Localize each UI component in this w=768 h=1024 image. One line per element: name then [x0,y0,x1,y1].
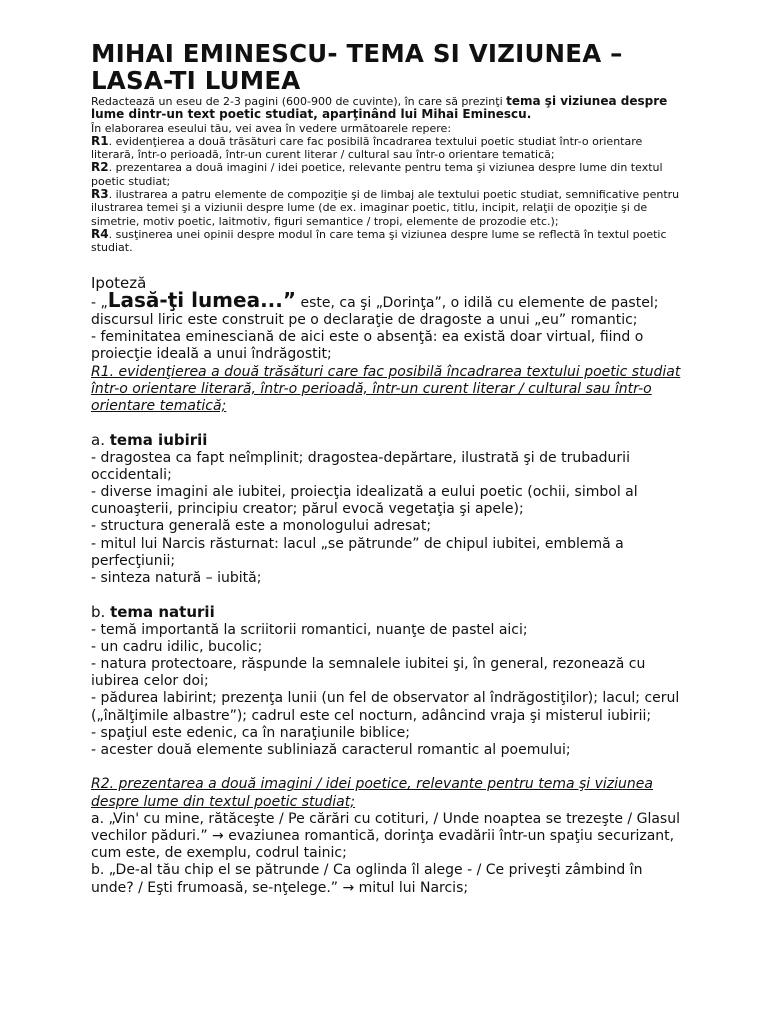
task-item-r3 [91,188,681,228]
ipoteza-text: este, ca şi „Dorinţa”, o idilă cu elemente de pastel; discursul liric este construit pe o declaraţie de dragoste a unui „eu” romantic; [91,294,659,328]
task-item-label: R1 [91,133,109,148]
task-item-r2 [91,161,681,188]
r2-image-b: b. „De-al tău chip el se pătrunde / Ca oglinda îl alege - / Ce priveşti zâmbind în unde? / Eşti frumoasă, se-nţelege.” → mitul lui Narcis; [91,862,643,896]
list-item: - structura generală este a monologului adresat; [91,518,432,535]
list-item: - mitul lui Narcis răsturnat: lacul „se pătrunde” de chipul iubitei, emblemă a perfecţiunii; [91,535,624,569]
task-item-text: . ilustrarea a patru elemente de compoziţie şi de limbaj ale textului poetic studiat, semnificative pentru ilustrarea temei şi a viziunii despre lume (de ex. imaginar poetic, titlu, incipit, relaţii de opoziţie şi de simetrie, motiv poetic, laitmotiv, figuri semantice / tropi, elemente de prozodie etc.); [91,188,680,228]
essay-task [91,95,681,255]
spacer [91,415,681,432]
list-item: - temă importantă la scriitorii romantici, nuanţe de pastel aici; [91,621,528,638]
r1-heading: R1. evidenţierea a două trăsături care fac posibilă încadrarea textului poetic studiat într-o orientare literară, într-o perioadă, într-un curent literar / cultural sau într-o orientare tematică; [91,363,681,414]
tema-naturii-heading [91,604,681,621]
poem-title: Lasă-ţi lumea...” [107,287,297,312]
task-intro-bold: tema şi viziunea despre lume dintr-un text poetic studiat, aparţinând lui Mihai Eminescu. [91,94,668,122]
section-letter: a. [91,431,110,450]
list-item: - pădurea labirint; prezenţa lunii (un fel de observator al îndrăgostiţilor); lacul; cerul („înălţimile albastre”); cadrul este cel nocturn, adâncind vraja şi misterul iubirii; [91,690,680,724]
essay-body [91,275,681,897]
task-reper: În elaborarea eseului tău, vei avea în vedere următoarele repere: [91,121,452,135]
task-item-text: . susţinerea unei opinii despre modul în care tema şi viziunea despre lume se reflectă în textul poetic studiat. [91,227,667,255]
list-item: - natura protectoare, răspunde la semnalele iubitei şi, în general, rezonează cu iubirea celor doi; [91,656,646,690]
list-item: - acester două elemente subliniază caracterul romantic al poemului; [91,742,571,759]
ipoteza-heading: Ipoteză [91,273,147,292]
r2-image-a: a. „Vin' cu mine, rătăceşte / Pe cărări cu cotituri, / Unde noaptea se trezeşte / Glasul vechilor păduri.” → evaziunea romantică, dorinţa evadării într-un spaţiu securizant, cum este, de exemplu, codrul tainic; [91,810,680,862]
section-title: tema iubirii [109,431,208,450]
task-item-label: R2 [91,160,109,175]
page-title: MIHAI EMINESCU- TEMA SI VIZIUNEA – LASA-TI LUMEA [91,39,623,95]
spacer [91,759,681,776]
task-item-r4 [91,228,681,255]
list-item: - sinteza natură – iubită; [91,570,262,586]
spacer [91,587,681,604]
r2-heading: R2. prezentarea a două imagini / idei poetice, relevante pentru tema şi viziunea despre lume din textul poetic studiat; [91,776,653,810]
document-content [91,40,681,897]
ipoteza-quote-open: - „ [91,294,108,311]
task-item-text: . evidenţierea a două trăsături care fac posibilă încadrarea textului poetic studiat într-o orientare literară, într-o perioadă, într-un curent literar / cultural sau într-o orientare tematică; [91,134,643,162]
task-intro-text: Redactează un eseu de 2-3 pagini (600-900 de cuvinte), în care să prezinţi [91,95,507,108]
list-item: - spaţiul este edenic, ca în naraţiunile biblice; [91,724,410,741]
section-letter: b. [91,603,111,622]
ipoteza-paragraph-2: - feminitatea eminesciană de aici este o absenţă: ea există doar virtual, fiind o proiecţie ideală a unui îndrăgostit; [91,329,644,363]
task-intro [91,95,681,122]
ipoteza-paragraph-1 [91,287,681,329]
tema-iubirii-heading [91,432,681,449]
list-item: - dragostea ca fapt neîmplinit; dragostea-depărtare, ilustrată şi de trubadurii occidentali; [91,449,630,483]
task-item-label: R4 [91,226,109,241]
list-item: - diverse imagini ale iubitei, proiecţia idealizată a eului poetic (ochii, simbol al cunoaşterii, principiu creator; părul evocă vegetaţia şi apele); [91,483,638,518]
task-item-text: . prezentarea a două imagini / idei poetice, relevante pentru tema şi viziunea despre lume din textul poetic studiat; [91,161,663,188]
task-item-r1 [91,135,681,162]
task-item-label: R3 [91,187,109,202]
section-title: tema naturii [110,603,215,622]
list-item: - un cadru idilic, bucolic; [91,638,263,655]
